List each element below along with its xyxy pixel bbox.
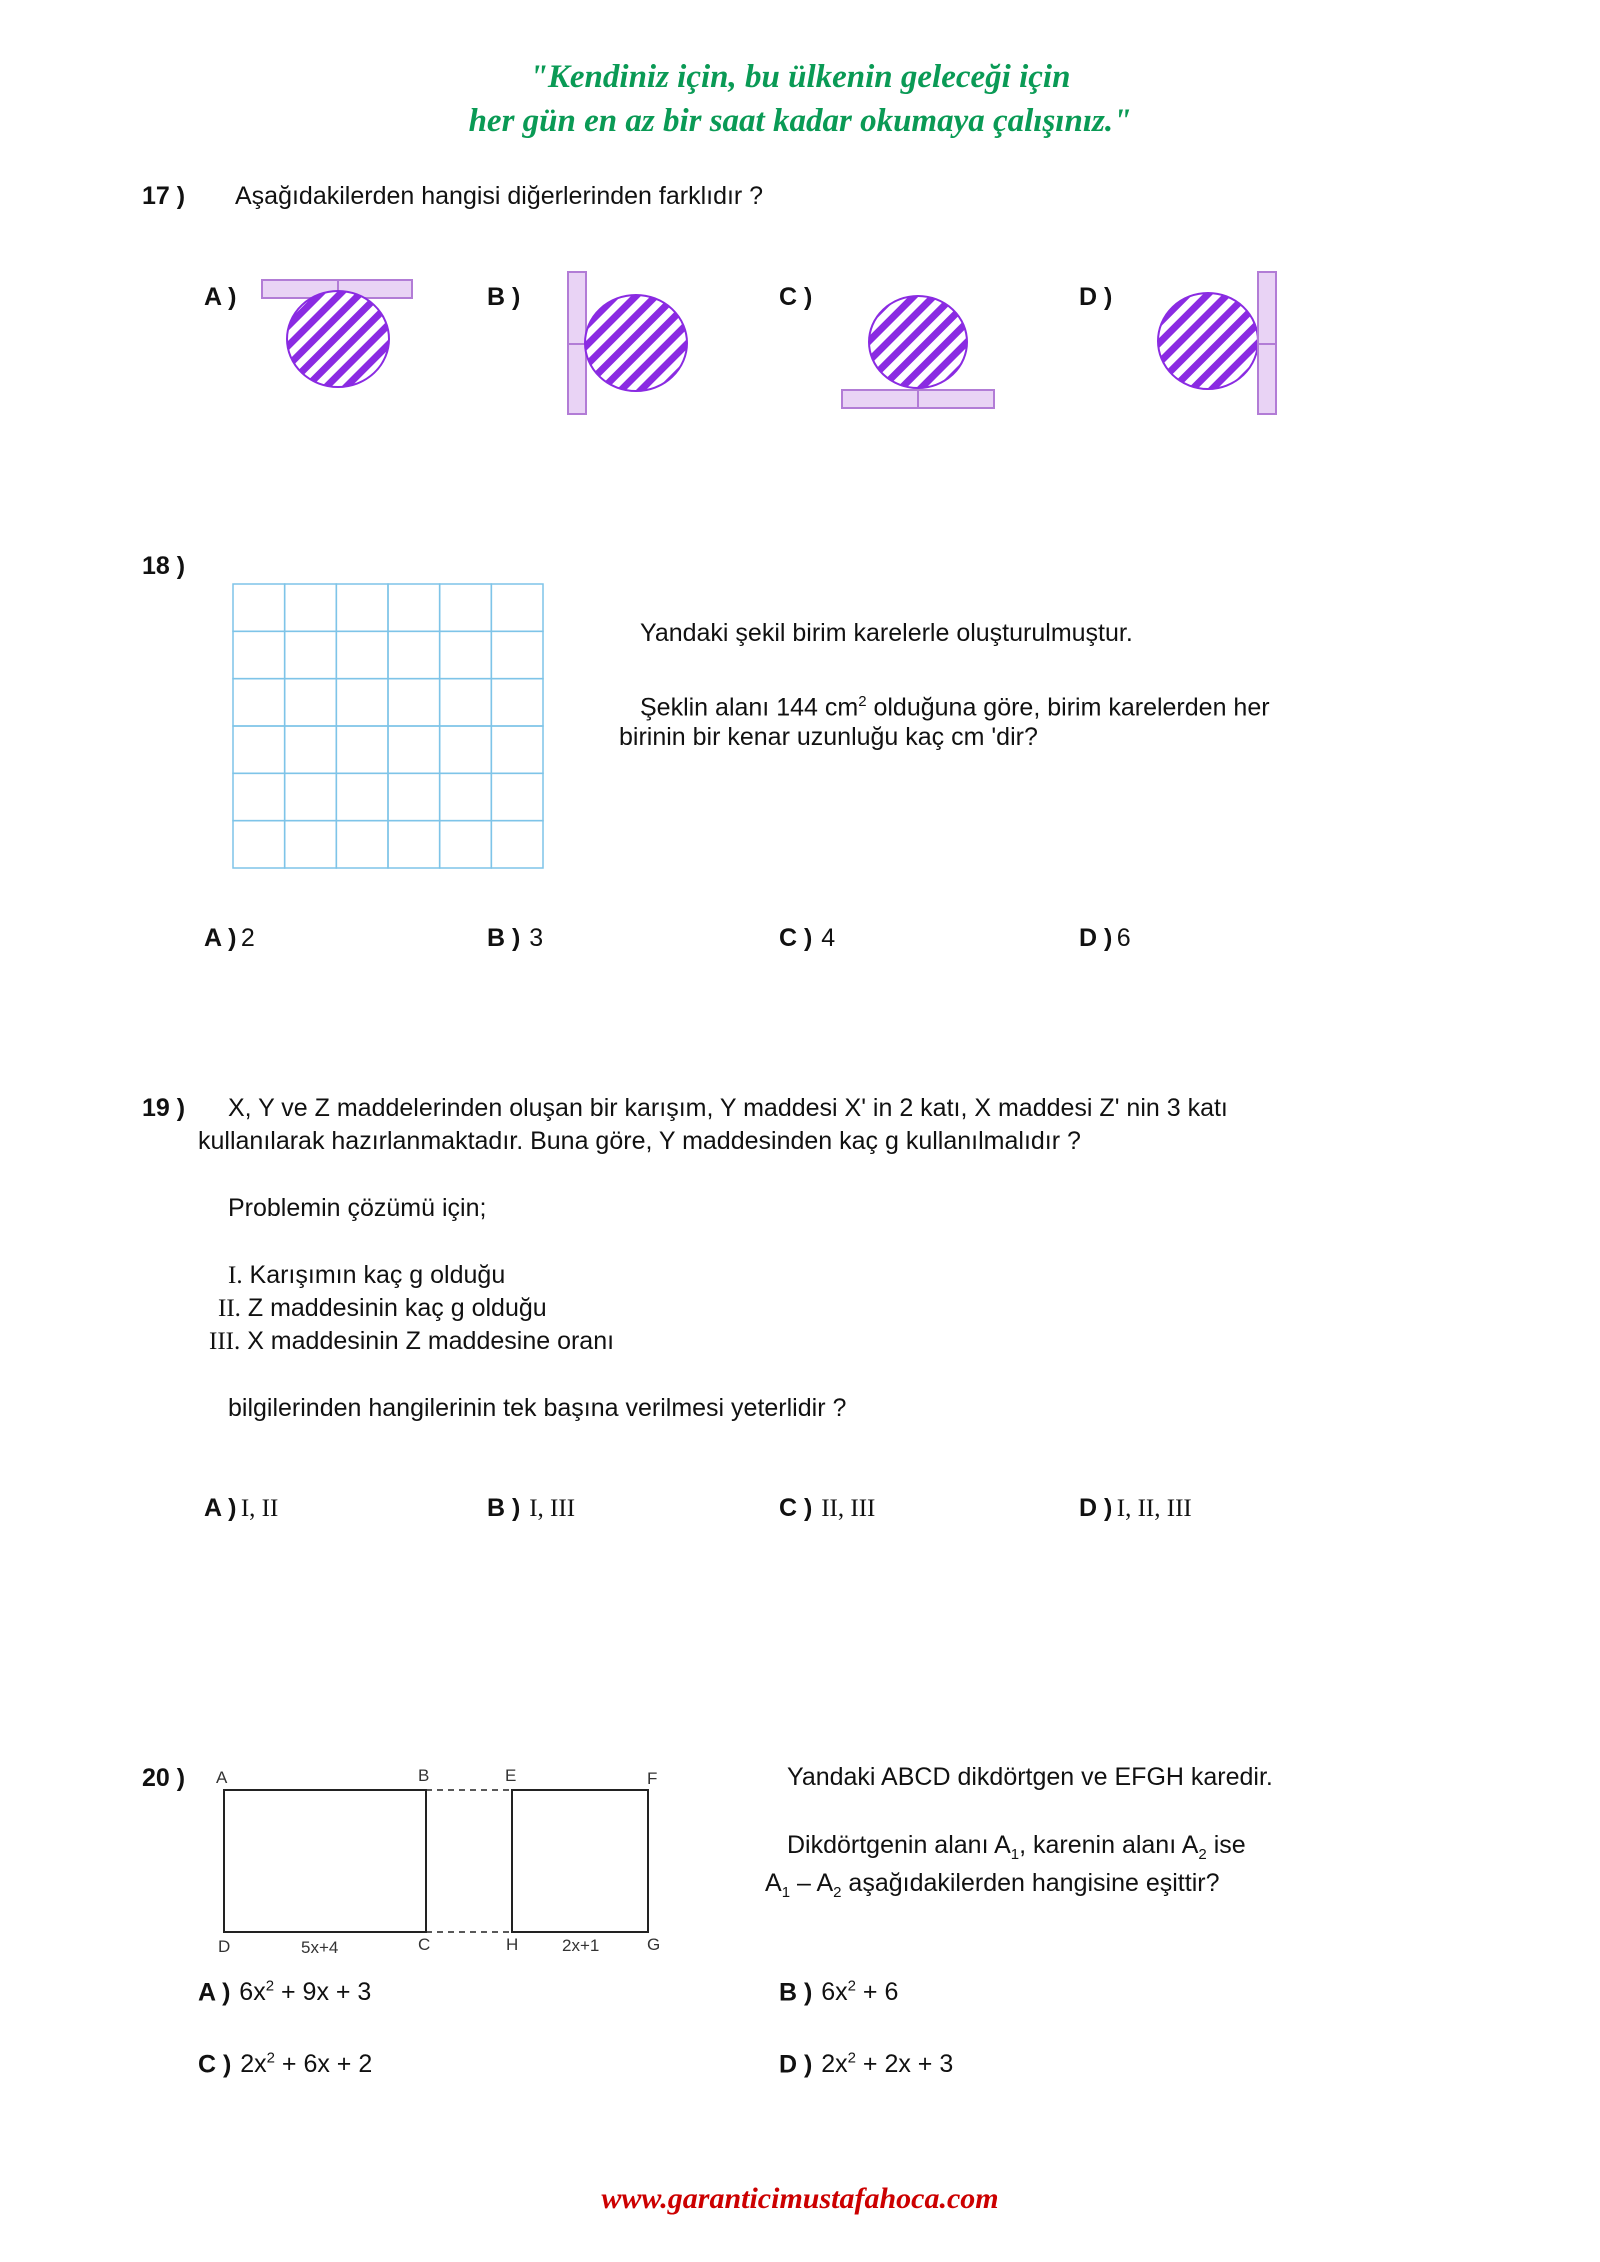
q20-line-1: Yandaki ABCD dikdörtgen ve EFGH karedir. — [787, 1763, 1273, 1791]
unit-square — [491, 773, 543, 820]
unit-square — [285, 679, 337, 726]
unit-square — [233, 631, 285, 678]
unit-square — [388, 726, 440, 773]
q18-unit-square-grid — [232, 583, 544, 869]
unit-square — [285, 631, 337, 678]
q17-figure-c — [838, 288, 1008, 418]
q19-item-1: I. Karışımın kaç g olduğu — [228, 1261, 506, 1289]
q17-option-a-label[interactable]: A ) — [204, 283, 237, 311]
q19-item-3: III. X maddesinin Z maddesine oranı — [209, 1327, 615, 1355]
unit-square — [388, 821, 440, 868]
q20-option-b[interactable]: B ) $6x^2 + 6$ — [779, 1978, 899, 2007]
q19-number: 19 ) — [142, 1094, 186, 1122]
unit-square — [233, 679, 285, 726]
unit-square — [440, 726, 492, 773]
q19-line-2: kullanılarak hazırlanmaktadır. Buna göre, Y maddesinden kaç g kullanılmalıdır ? — [198, 1127, 1081, 1155]
unit-square — [440, 631, 492, 678]
q20-label-f: F — [647, 1769, 658, 1788]
unit-square — [285, 584, 337, 631]
unit-square — [233, 584, 285, 631]
q18-option-a[interactable]: A ) 2 — [204, 924, 255, 952]
unit-square — [388, 631, 440, 678]
q19-line-1: X, Y ve Z maddelerinden oluşan bir karışım, Y maddesi X' in 2 katı, X maddesi Z' nin 3 katı — [228, 1094, 1228, 1122]
q18-option-c[interactable]: C ) 4 — [779, 924, 836, 952]
unit-square — [233, 773, 285, 820]
unit-square — [388, 773, 440, 820]
unit-square — [491, 631, 543, 678]
q20-label-dc-length: 5x+4 — [301, 1938, 339, 1954]
footer-website-link[interactable]: www.garanticimustafahoca.com — [601, 2182, 999, 2215]
q19-item-2: II. Z maddesinin kaç g olduğu — [218, 1294, 547, 1322]
q17-figure-a — [258, 272, 428, 402]
q17-b-striped-circle — [585, 295, 687, 391]
unit-square — [491, 821, 543, 868]
unit-square — [440, 584, 492, 631]
q18-line-3: birinin bir kenar uzunluğu kaç cm 'dir? — [619, 723, 1038, 751]
q17-option-d-label[interactable]: D ) — [1079, 283, 1113, 311]
unit-square — [440, 821, 492, 868]
q20-label-e: E — [505, 1766, 517, 1785]
q20-label-h: H — [506, 1935, 519, 1954]
q17-text: Aşağıdakilerden hangisi diğerlerinden farklıdır ? — [235, 182, 764, 210]
q20-label-b: B — [418, 1766, 430, 1785]
unit-square — [336, 773, 388, 820]
unit-square — [491, 584, 543, 631]
q18-option-d[interactable]: D ) 6 — [1079, 924, 1131, 952]
q20-label-d: D — [218, 1937, 231, 1954]
q20-square-efgh — [512, 1790, 648, 1932]
q20-line-2: Dikdörtgenin alanı $A_1$, karenin alanı $A_2$ ise — [787, 1831, 1246, 1863]
q20-label-a: A — [216, 1768, 228, 1787]
unit-square — [336, 821, 388, 868]
motto-line-2: her gün en az bir saat kadar okumaya çalışınız." — [468, 103, 1132, 139]
q18-line-2: Şeklin alanı 144 $cm^2$ olduğuna göre, birim karelerden her — [640, 693, 1270, 722]
unit-square — [491, 726, 543, 773]
unit-square — [285, 773, 337, 820]
q17-a-striped-circle — [287, 291, 389, 387]
q17-c-striped-circle — [869, 296, 967, 388]
q20-number: 20 ) — [142, 1764, 186, 1792]
q20-rectangle-abcd — [224, 1790, 426, 1932]
q20-label-g: G — [647, 1935, 661, 1954]
unit-square — [388, 679, 440, 726]
q17-option-b-label[interactable]: B ) — [487, 283, 521, 311]
q20-option-a[interactable]: A ) $6x^2 + 9x + 3$ — [198, 1978, 372, 2007]
q17-figure-b — [560, 268, 700, 418]
q20-option-c[interactable]: C ) $2x^2 + 6x + 2$ — [198, 2050, 373, 2079]
unit-square — [388, 584, 440, 631]
q18-line-1: Yandaki şekil birim karelerle oluşturulmuştur. — [640, 619, 1133, 647]
unit-square — [233, 726, 285, 773]
unit-square — [285, 726, 337, 773]
unit-square — [491, 679, 543, 726]
q18-option-b[interactable]: B ) 3 — [487, 924, 544, 952]
q20-label-c: C — [418, 1935, 431, 1954]
q19-line-3: Problemin çözümü için; — [228, 1194, 487, 1222]
unit-square — [440, 679, 492, 726]
q19-option-a[interactable]: A ) I, II — [204, 1494, 279, 1522]
q20-line-3: $A_1 - A_2$ aşağıdakilerden hangisine eşittir? — [765, 1869, 1220, 1901]
unit-square — [336, 726, 388, 773]
unit-square — [336, 679, 388, 726]
q19-option-c[interactable]: C ) II, III — [779, 1494, 876, 1522]
unit-square — [233, 821, 285, 868]
q19-line-4: bilgilerinden hangilerinin tek başına verilmesi yeterlidir ? — [228, 1394, 847, 1422]
unit-square — [336, 631, 388, 678]
q17-d-striped-circle — [1158, 293, 1258, 389]
motto-line-1: "Kendiniz için, bu ülkenin geleceği için — [529, 59, 1071, 95]
q19-option-b[interactable]: B ) I, III — [487, 1494, 576, 1522]
q19-option-d[interactable]: D ) I, II, III — [1079, 1494, 1192, 1522]
q18-number: 18 ) — [142, 552, 186, 580]
q17-number: 17 ) — [142, 182, 186, 210]
q17-option-c-label[interactable]: C ) — [779, 283, 813, 311]
q20-option-d[interactable]: D ) $2x^2 + 2x + 3$ — [779, 2050, 954, 2079]
unit-square — [285, 821, 337, 868]
unit-square — [336, 584, 388, 631]
q20-rectangle-square-figure — [210, 1762, 680, 1954]
q17-figure-d — [1150, 268, 1290, 418]
q20-label-hg-length: 2x+1 — [562, 1936, 600, 1954]
unit-square — [440, 773, 492, 820]
